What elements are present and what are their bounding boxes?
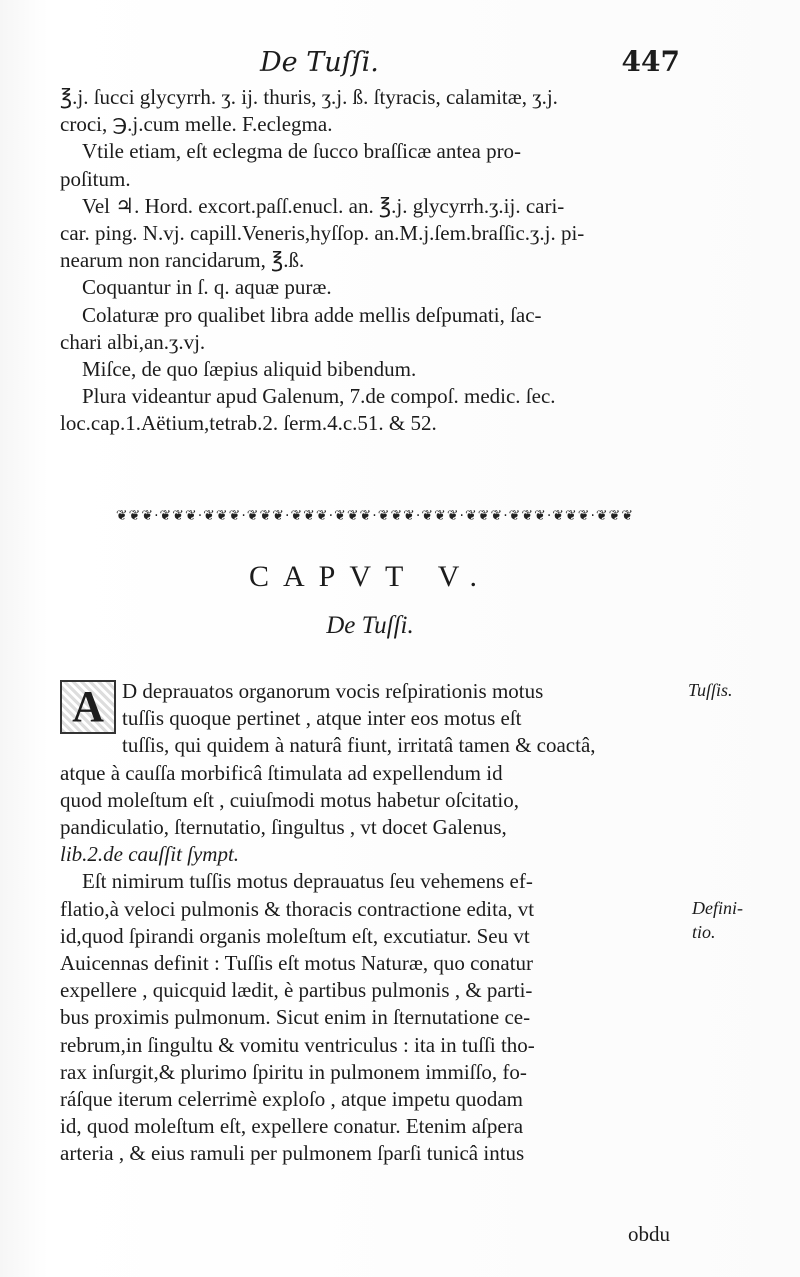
text-line: arteria , & eius ramuli per pulmonem ſparſi tunicâ intus xyxy=(60,1141,525,1166)
text-line: car. ping. N.vj. capill.Veneris,hyſſop. an.M.j.ſem.braſſic.ʒ.j. pi- xyxy=(60,221,585,246)
text-line: Vel ♃. Hord. excort.paſſ.enucl. an. ℥.j. glycyrrh.ʒ.ij. cari- xyxy=(82,193,565,218)
text-line: quod moleſtum eſt , cuiuſmodi motus habetur oſcitatio, xyxy=(60,787,520,812)
chapter-body xyxy=(60,678,680,1168)
text-line: id, quod moleſtum eſt, expellere conatur. Etenim aſpera xyxy=(60,1114,524,1139)
text-line: atque à cauſſa morbificâ ſtimulata ad expellendum id xyxy=(60,760,503,785)
text-line: Eſt nimirum tuſſis motus deprauatus ſeu vehemens ef- xyxy=(82,869,533,894)
text-line: lib.2.de cauſſit ſympt. xyxy=(60,842,240,867)
text-line: rax inſurgit,& plurimo ſpiritu in pulmonem immiſſo, fo- xyxy=(60,1059,527,1084)
text-line: tuſſis, qui quidem à naturâ fiunt, irritatâ tamen & coactâ, xyxy=(122,733,596,758)
text-line: pandiculatio, ſternutatio, ſingultus , vt docet Galenus, xyxy=(60,815,507,840)
decorated-initial: A xyxy=(60,680,116,734)
ornamental-divider: ❦❦❦·❦❦❦·❦❦❦·❦❦❦·❦❦❦·❦❦❦·❦❦❦·❦❦❦·❦❦❦·❦❦❦·❦❦❦·❦❦❦ xyxy=(115,508,635,524)
page-number: 447 xyxy=(621,45,680,78)
text-line: Miſce, de quo ſæpius aliquid bibendum. xyxy=(82,357,417,382)
running-header xyxy=(60,38,680,78)
running-title: De Tuſſi. xyxy=(260,47,379,78)
text-line: loc.cap.1.Aëtium,tetrab.2. ſerm.4.c.51. & 52. xyxy=(60,411,437,436)
text-line: bus proximis pulmonum. Sicut enim in ſternutatione ce- xyxy=(60,1005,531,1030)
text-line: flatio,à veloci pulmonis & thoracis contractione edita, vt xyxy=(60,896,535,921)
text-line: tuſſis quoque pertinet , atque inter eos motus eſt xyxy=(122,706,522,731)
text-line: Auicennas definit : Tuſſis eſt motus Naturæ, quo conatur xyxy=(60,951,534,976)
text-line: Plura videantur apud Galenum, 7.de compoſ. medic. ſec. xyxy=(82,384,556,409)
text-line: Coquantur in ſ. q. aquæ puræ. xyxy=(82,275,332,300)
text-line: ráſque iterum celerrimè exploſo , atque impetu quodam xyxy=(60,1087,524,1112)
text-line: expellere , quicquid lædit, è partibus pulmonis , & parti- xyxy=(60,978,533,1003)
text-line: Vtile etiam, eſt eclegma de ſucco braſſicæ antea pro- xyxy=(82,139,522,164)
text-line: id,quod ſpirandi organis moleſtum eſt, excutiatur. Seu vt xyxy=(60,923,530,948)
marginal-note-definitio: Defini- xyxy=(692,898,743,918)
recipe-text-block xyxy=(60,84,680,438)
text-line: poſitum. xyxy=(60,166,131,191)
text-line: D deprauatos organorum vocis reſpirationis motus xyxy=(122,679,544,703)
chapter-heading: CAPVT V. xyxy=(248,560,492,593)
marginal-note-tussis: Tuſſis. xyxy=(688,680,733,700)
text-line: croci, ℈.j.cum melle. F.eclegma. xyxy=(60,112,333,137)
text-line: chari albi,an.ʒ.vj. xyxy=(60,329,206,354)
chapter-subtitle: De Tuſſi. xyxy=(326,612,414,639)
catchword: obdu xyxy=(628,1222,670,1246)
text-line: rebrum,in ſingultu & vomitu ventriculus : ita in tuſſi tho- xyxy=(60,1032,535,1057)
text-line: ℥.j. ſucci glycyrrh. ʒ. ij. thuris, ʒ.j. ß. ſtyracis, calamitæ, ʒ.j. xyxy=(60,85,558,109)
text-line: nearum non rancidarum, ℥.ß. xyxy=(60,248,305,273)
marginal-note-definitio-cont: tio. xyxy=(692,922,716,942)
text-line: Colaturæ pro qualibet libra adde mellis deſpumati, ſac- xyxy=(82,302,542,327)
